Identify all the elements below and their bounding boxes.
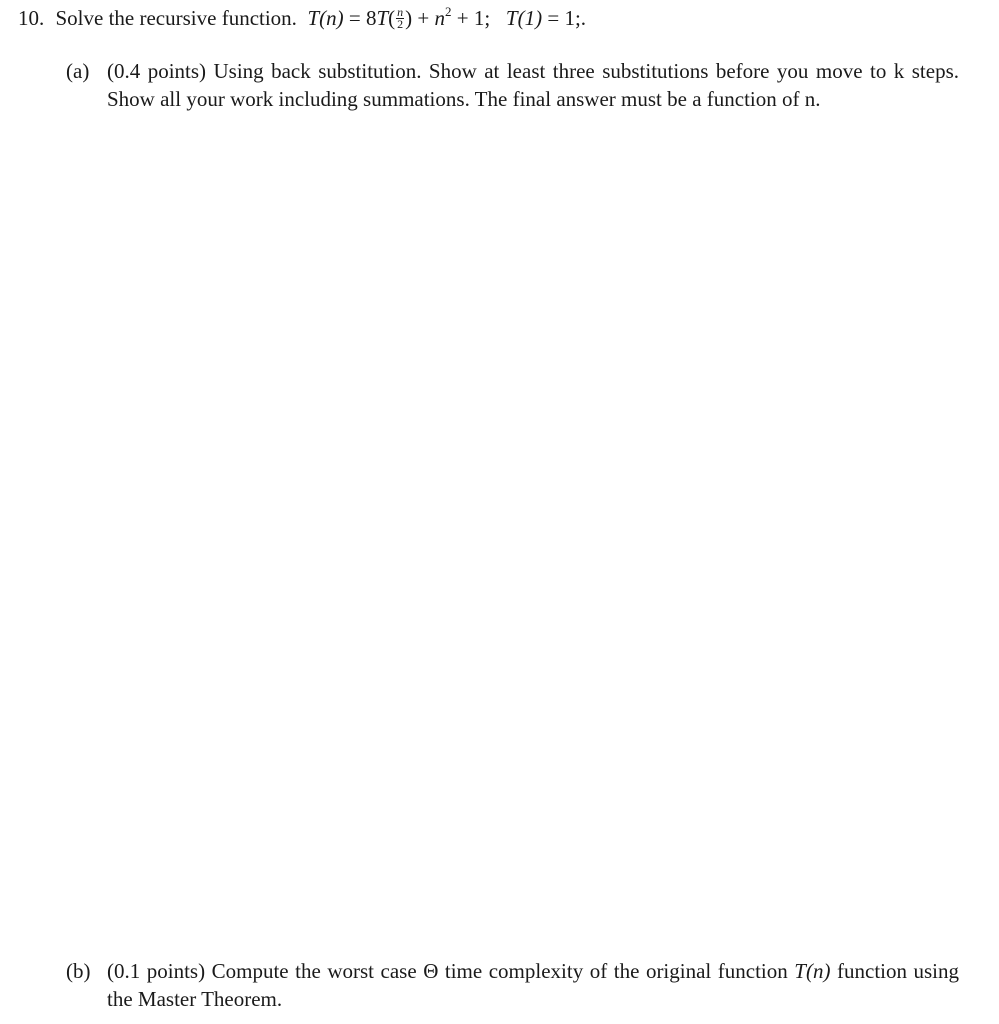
part-b-text-after: function using the Master Theorem.	[107, 959, 960, 1011]
part-a-label: (a)	[66, 59, 90, 83]
part-b-body	[107, 957, 959, 1013]
question-number: 10.	[18, 6, 45, 30]
recurrence-lhs: T(n)	[307, 6, 344, 30]
fraction-numerator: n	[397, 5, 404, 19]
theta-symbol: Θ	[423, 959, 439, 983]
recurrence-n: n	[434, 6, 445, 30]
question-10	[18, 4, 978, 32]
base-case-equals: =	[547, 6, 560, 30]
part-b-text-middle: time complexity of the original function	[444, 959, 788, 983]
recurrence-coef: 8	[365, 6, 377, 30]
fraction-denominator: 2	[397, 17, 404, 31]
recurrence-fraction	[396, 7, 404, 30]
recurrence-plus-1: +	[417, 6, 430, 30]
part-a-text: (0.4 points) Using back substitution. Show at least three substitutions before you move to k steps. Show all your work including summations. The final answer must be a function of n.	[107, 59, 959, 111]
part-b-function: T(n)	[794, 959, 831, 983]
part-b	[66, 957, 959, 1013]
part-b-text-before: (0.1 points) Compute the worst case	[107, 959, 417, 983]
recurrence-plus-2: +	[456, 6, 469, 30]
question-prompt: Solve the recursive function.	[55, 6, 297, 30]
base-case-rhs: 1;.	[564, 6, 587, 30]
recurrence-equals: =	[348, 6, 361, 30]
recurrence-const: 1;	[473, 6, 491, 30]
recurrence-func: T	[376, 6, 389, 30]
recurrence-exponent: 2	[444, 4, 452, 19]
base-case-lhs: T(1)	[505, 6, 543, 30]
recurrence-formula: T(n) = 8T( $\frac{n}{2}$ ) + $n^2 + 1$; T(1) = 1;.	[307, 4, 587, 31]
part-a	[66, 57, 959, 113]
part-b-label: (b)	[66, 959, 91, 983]
